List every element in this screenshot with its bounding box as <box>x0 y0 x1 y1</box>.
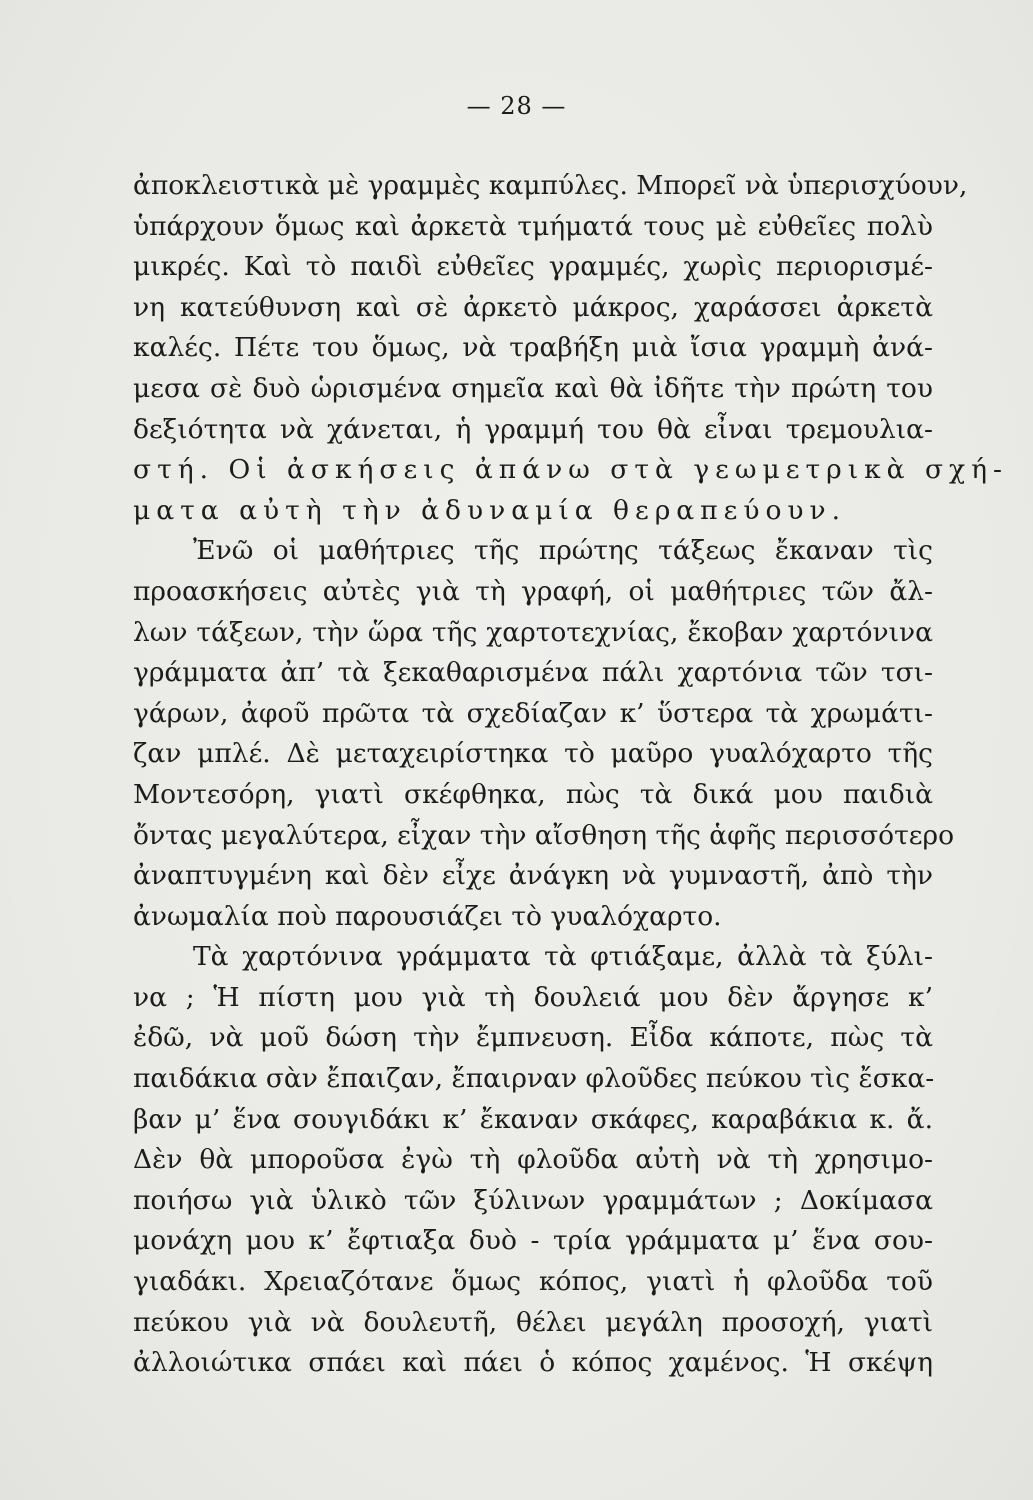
text-line: Ἐνῶ οἱ μαθήτριες τῆς πρώτης τάξεως ἔκαναν τὶς <box>193 535 933 567</box>
page-number: — 28 — <box>466 92 567 120</box>
text-line: ἀλλοιώτικα σπάει καὶ πάει ὁ κόπος χαμένος. Ἡ σκέψη <box>133 1347 933 1379</box>
text-line: στή. Οἱ ἀσκήσεις ἀπάνω στὰ γεωμετρικὰ σχή- <box>133 454 1008 486</box>
text-line: προασκήσεις αὐτὲς γιὰ τὴ γραφή, οἱ μαθήτριες τῶν ἄλ- <box>133 575 933 607</box>
text-line: ὑπάρχουν ὅμως καὶ ἀρκετὰ τμήματά τους μὲ εὐθεῖες πολὺ <box>133 210 933 242</box>
text-line: να ; Ἡ πίστη μου γιὰ τὴ δουλειά μου δὲν ἄργησε κ’ <box>133 981 933 1013</box>
body-text <box>133 166 1008 1384</box>
text-line: μεσα σὲ δυὸ ὡρισμένα σημεῖα καὶ θὰ ἰδῆτε τὴν πρώτη του <box>133 372 933 404</box>
text-line: ἀποκλειστικὰ μὲ γραμμὲς καμπύλες. Μπορεῖ νὰ ὑπερισχύουν, <box>133 170 968 201</box>
text-line: δεξιότητα νὰ χάνεται, ἡ γραμμή του θὰ εἶναι τρεμουλια- <box>133 413 933 445</box>
text-line: νη κατεύθυνση καὶ σὲ ἀρκετὸ μάκρος, χαράσσει ἀρκετὰ <box>133 291 933 323</box>
text-line: ζαν μπλέ. Δὲ μεταχειρίστηκα τὸ μαῦρο γυαλόχαρτο τῆς <box>133 738 933 770</box>
text-line: Δὲν θὰ μποροῦσα ἐγὼ τὴ φλοῦδα αὐτὴ νὰ τὴ χρησιμο- <box>133 1144 933 1176</box>
text-line: μικρές. Καὶ τὸ παιδὶ εὐθεῖες γραμμές, χωρὶς περιορισμέ- <box>133 251 933 283</box>
text-line: ἐδῶ, νὰ μοῦ δώση τὴν ἔμπνευση. Εἶδα κάποτε, πὼς τὰ <box>133 1022 933 1054</box>
text-line: ἀναπτυγμένη καὶ δὲν εἶχε ἀνάγκη νὰ γυμναστῆ, ἀπὸ τὴν <box>133 860 933 892</box>
text-line: παιδάκια σὰν ἔπαιζαν, ἔπαιρναν φλοῦδες πεύκου τὶς ἔσκα- <box>133 1063 935 1095</box>
text-line: ματα αὐτὴ τὴν ἀδυναμία θεραπεύουν. <box>133 494 847 526</box>
text-line: λων τάξεων, τὴν ὥρα τῆς χαρτοτεχνίας, ἔκοβαν χαρτόνινα <box>133 616 933 648</box>
text-line: γράμματα ἀπ’ τὰ ξεκαθαρισμένα πάλι χαρτόνια τῶν τσι- <box>133 657 933 689</box>
text-line: ὄντας μεγαλύτερα, εἶχαν τὴν αἴσθηση τῆς ἁφῆς περισσότερο <box>133 819 955 851</box>
text-line: ποιήσω γιὰ ὑλικὸ τῶν ξύλινων γραμμάτων ; Δοκίμασα <box>133 1184 933 1216</box>
text-line: Τὰ χαρτόνινα γράμματα τὰ φτιάξαμε, ἀλλὰ τὰ ξύλι- <box>193 941 933 973</box>
text-line: Μοντεσόρη, γιατὶ σκέφθηκα, πὼς τὰ δικά μου παιδιὰ <box>133 778 933 810</box>
text-line: καλές. Πέτε του ὅμως, νὰ τραβήξη μιὰ ἴσια γραμμὴ ἀνά- <box>133 332 933 364</box>
text-line: μονάχη μου κ’ ἔφτιαξα δυὸ - τρία γράμματα μ’ ἕνα σου- <box>133 1225 933 1257</box>
text-line: γιαδάκι. Χρειαζότανε ὅμως κόπος, γιατὶ ἡ φλοῦδα τοῦ <box>133 1266 933 1298</box>
text-line: γάρων, ἀφοῦ πρῶτα τὰ σχεδίαζαν κ’ ὕστερα τὰ χρωμάτι- <box>133 697 933 729</box>
text-line: βαν μ’ ἕνα σουγιδάκι κ’ ἔκαναν σκάφες, καραβάκια κ. ἄ. <box>133 1103 933 1135</box>
text-line: πεύκου γιὰ νὰ δουλευτῆ, θέλει μεγάλη προσοχή, γιατὶ <box>133 1306 933 1338</box>
text-line: ἀνωμαλία ποὺ παρουσιάζει τὸ γυαλόχαρτο. <box>133 900 722 932</box>
